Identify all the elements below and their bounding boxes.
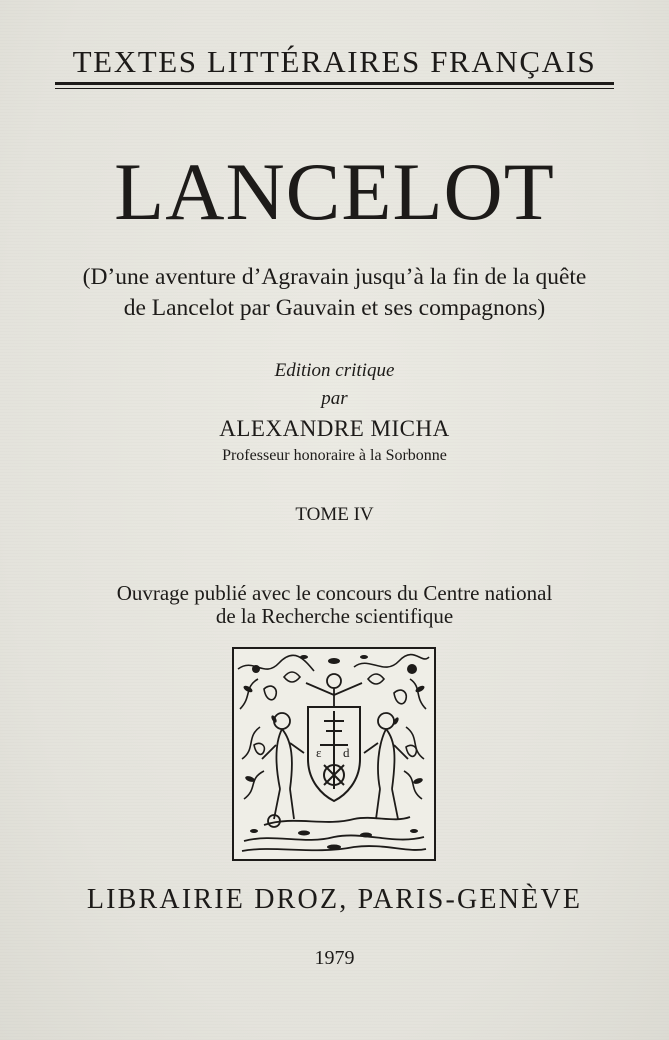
series-title: TEXTES LITTÉRAIRES FRANÇAIS <box>72 44 597 79</box>
svg-text:ɛ: ɛ <box>316 745 322 760</box>
author-affiliation: Professeur honoraire à la Sorbonne <box>222 447 447 464</box>
par-label: par <box>321 388 348 409</box>
publication-notice <box>0 582 669 628</box>
book-title: LANCELOT <box>114 146 555 237</box>
volume-label: TOME IV <box>295 504 374 525</box>
woodcut-illustration <box>234 649 433 858</box>
svg-text:d: d <box>343 745 350 760</box>
printer-mark-woodcut <box>232 647 436 861</box>
edition-label: Edition critique <box>274 360 395 381</box>
book-subtitle <box>0 262 669 324</box>
author-name: ALEXANDRE MICHA <box>219 416 450 441</box>
notice-line-2: de la Recherche scientifique <box>215 604 454 628</box>
subtitle-line-2: de Lancelot par Gauvain et ses compagnons) <box>123 295 546 321</box>
series-rule-thick <box>55 82 614 85</box>
publisher-line: LIBRAIRIE DROZ, PARIS-GENÈVE <box>86 884 583 915</box>
publication-year: 1979 <box>314 947 355 969</box>
notice-line-1: Ouvrage publié avec le concours du Centre national <box>116 581 553 605</box>
series-rule-thin <box>55 88 614 89</box>
subtitle-line-1: (D’une aventure d’Agravain jusqu’à la fin de la quête <box>82 264 587 290</box>
